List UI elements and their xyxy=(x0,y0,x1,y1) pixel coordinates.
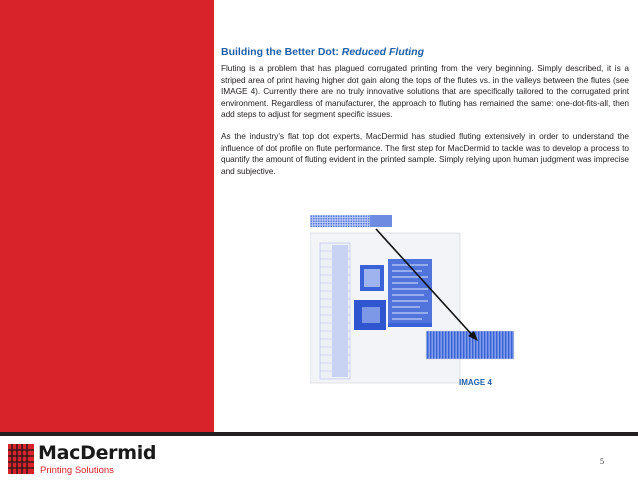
block-bottom xyxy=(388,323,432,327)
figure-caption: IMAGE 4 xyxy=(459,378,492,387)
heading-emphasis: Reduced Fluting xyxy=(341,46,424,58)
paragraph-2: As the industry’s flat top dot experts, MacDermid has studied fluting extensively in order to understand the influence of dot profile on flute performance. The first step for MacDermid to tackle was to develop a process to quantify the amount of fluting evident in the printed sample. Simply relying upon human judgment was imprecise and subjective. xyxy=(221,130,629,176)
brand-name: MacDermid xyxy=(38,442,157,464)
red-sidebar-band xyxy=(0,0,214,432)
top-strip-right xyxy=(370,215,392,227)
brand-tagline: Printing Solutions xyxy=(40,465,114,476)
brand-grid-icon xyxy=(8,444,34,474)
page-number: 5 xyxy=(600,457,604,466)
heading-main: Building the Better Dot: xyxy=(221,46,342,58)
scale-gradient xyxy=(332,245,348,377)
section-heading xyxy=(221,46,629,59)
paragraph-1: Fluting is a problem that has plagued corrugated printing from the very beginning. Simply described, it is a striped area of print having higher dot gain along the tops of the flutes vs. in the valleys between the flutes (see IMAGE 4). Currently there are no truly innovative solutions that are specifically tailored to the corrugated print environment. Regardless of manufacturer, the approach to fluting has remained the same: one-dot-fits-all, then add steps to adjust for segment specific issues. xyxy=(221,63,629,120)
article-body xyxy=(221,46,629,187)
fluting-sample-figure xyxy=(310,215,516,385)
halftone-photo-light xyxy=(364,269,380,287)
solid-square-inner xyxy=(362,307,380,323)
footer-divider xyxy=(0,432,638,436)
